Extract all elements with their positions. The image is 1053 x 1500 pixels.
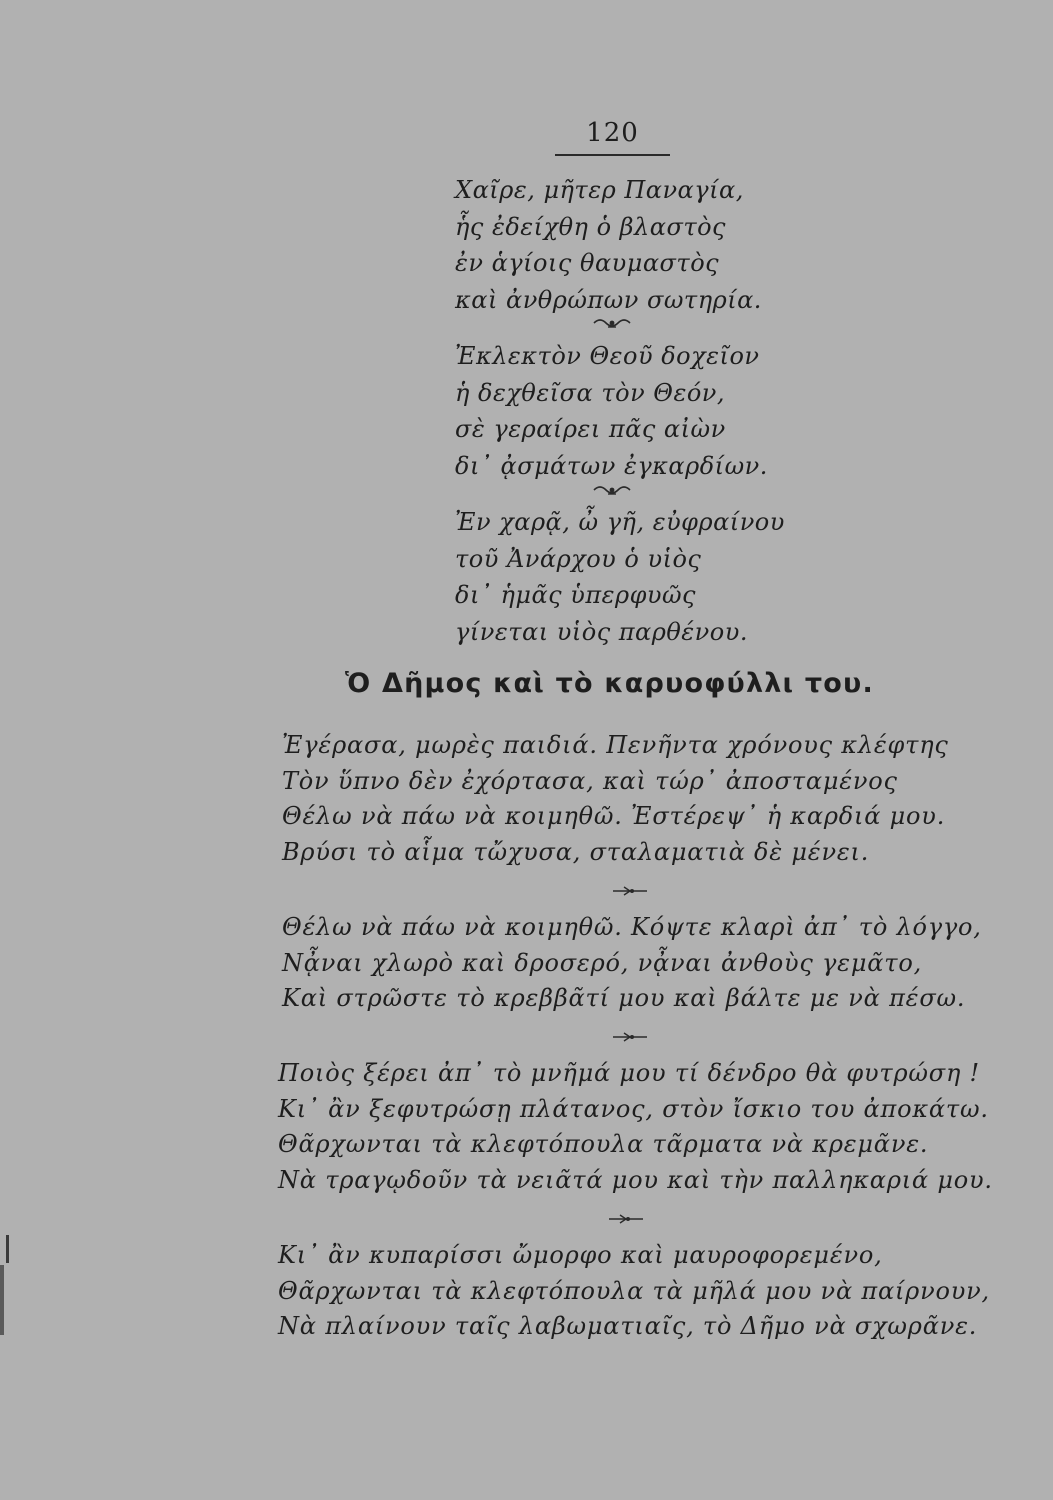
- poem-line: Νὰ τραγῳδοῦν τὰ νειᾶτά μου καὶ τὴν παλληκαριά μου.: [278, 1165, 993, 1194]
- page-number-rule: [555, 154, 670, 156]
- hymn-line: γίνεται υἱὸς παρθένου.: [455, 617, 748, 646]
- hymn-line: ἧς ἐδείχθη ὁ βλαστὸς: [455, 212, 726, 241]
- hymn-line: Χαῖρε, μῆτερ Παναγία,: [455, 176, 744, 204]
- poem-line: Ποιὸς ξέρει ἀπ᾿ τὸ μνῆμά μου τί δένδρο θὰ φυτρώση !: [278, 1059, 981, 1087]
- poem-line: Κι᾿ ἂν ξεφυτρώσῃ πλάτανος, στὸν ἴσκιο του ἀποκάτω.: [278, 1094, 989, 1123]
- poem-line: Κι᾿ ἂν κυπαρίσσι ὤμορφο καὶ μαυροφορεμένο,: [278, 1241, 883, 1269]
- hymn-line: ἡ δεχθεῖσα τὸν Θεόν,: [455, 378, 726, 407]
- hymn-line: ἐν ἁγίοις θαυμαστὸς: [455, 249, 720, 277]
- poem-title: Ὁ Δῆμος καὶ τὸ καρυοφύλλι του.: [345, 668, 874, 699]
- poem-stanza-4: [278, 1238, 990, 1345]
- poem-stanza-1: [282, 728, 949, 870]
- poem-line: Θέλω νὰ πάω νὰ κοιμηθῶ. Ἐστέρεψ᾿ ἡ καρδιά μου.: [282, 802, 946, 830]
- hymn-line: καὶ ἀνθρώπων σωτηρία.: [455, 285, 762, 314]
- ornament-divider: [610, 1030, 650, 1044]
- poem-line: Νὰ πλαίνουν ταῖς λαβωματιαῖς, τὸ Δῆμο νὰ σχωρᾶνε.: [278, 1312, 978, 1340]
- poem-line: Τὸν ὕπνο δὲν ἐχόρτασα, καὶ τώρ᾿ ἀποσταμένος: [282, 766, 898, 795]
- hymn-line: δι᾿ ἡμᾶς ὑπερφυῶς: [455, 581, 696, 609]
- ornament-divider: [610, 884, 650, 898]
- poem-line: Νᾆναι χλωρὸ καὶ δροσερό, νᾆναι ἀνθοὺς γεμᾶτο,: [282, 948, 922, 977]
- poem-line: Θᾶρχωνται τὰ κλεφτόπουλα τὰ μῆλά μου νὰ παίρνουν,: [278, 1276, 990, 1305]
- page-number: 120: [586, 118, 639, 148]
- binding-edge-mark: [0, 1265, 4, 1335]
- binding-edge-mark: [6, 1235, 9, 1263]
- poem-line: Βρύσι τὸ αἷμα τὤχυσα, σταλαματιὰ δὲ μένει.: [282, 837, 870, 866]
- poem-stanza-2: [282, 910, 982, 1017]
- hymn-line: σὲ γεραίρει πᾶς αἰὼν: [455, 415, 726, 443]
- ornament-divider: [592, 316, 632, 330]
- hymn-stanza-2: [455, 338, 768, 484]
- hymn-stanza-3: [455, 504, 785, 650]
- hymn-stanza-1: [455, 172, 762, 318]
- poem-line: Θᾶρχωνται τὰ κλεφτόπουλα τᾶρματα νὰ κρεμᾶνε.: [278, 1130, 929, 1158]
- ornament-divider: [606, 1212, 646, 1226]
- hymn-line: Ἐκλεκτὸν Θεοῦ δοχεῖον: [455, 342, 760, 370]
- poem-stanza-3: [278, 1056, 993, 1198]
- poem-line: Καὶ στρῶστε τὸ κρεββᾶτί μου καὶ βάλτε με νὰ πέσω.: [282, 984, 966, 1012]
- ornament-divider: [592, 483, 632, 497]
- poem-line: Ἐγέρασα, μωρὲς παιδιά. Πενῆντα χρόνους κλέφτης: [282, 731, 949, 759]
- hymn-line: τοῦ Ἀνάρχου ὁ υἱὸς: [455, 544, 702, 573]
- hymn-line: Ἐν χαρᾷ, ὦ γῆ, εὐφραίνου: [455, 508, 785, 536]
- hymn-line: δι᾿ ᾀσμάτων ἐγκαρδίων.: [455, 451, 768, 480]
- poem-line: Θέλω νὰ πάω νὰ κοιμηθῶ. Κόψτε κλαρὶ ἀπ᾿ τὸ λόγγο,: [282, 913, 982, 941]
